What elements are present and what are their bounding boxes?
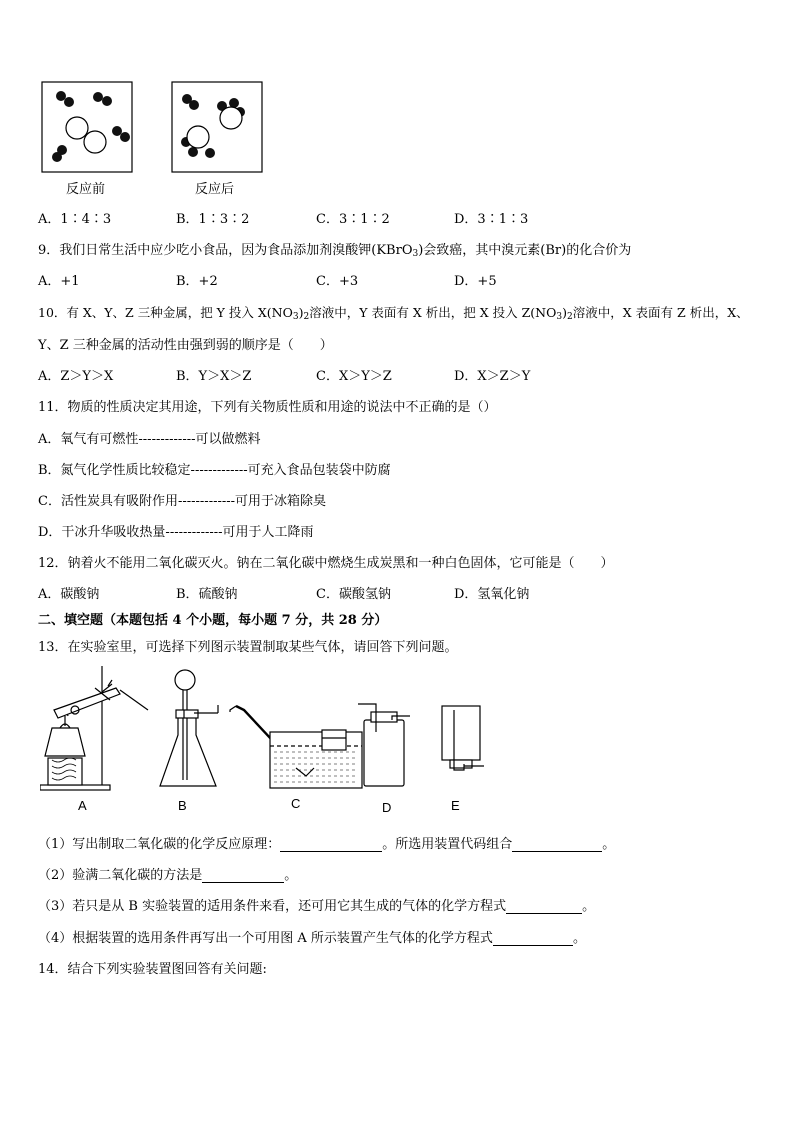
q13-part3: （3）若只是从 B 实验装置的适用条件来看，还可用它其生成的气体的化学方程式 。 — [38, 899, 596, 914]
q9-option-c: C．+3 — [316, 274, 359, 289]
q13-part2: （2）验满二氧化碳的方法是 。 — [38, 868, 298, 883]
apparatus-b — [160, 670, 218, 786]
apparatus-c — [230, 706, 362, 788]
q11-option-d: D．干冰升华吸收热量-------------可用于人工降雨 — [38, 525, 314, 540]
before-reaction-label: 反应前 — [66, 182, 106, 197]
q13-part3-blank[interactable] — [506, 899, 582, 914]
q13-stem: 13．在实验室里，可选择下列图示装置制取某些气体，请回答下列问题。 — [38, 640, 458, 655]
q13-part4-blank[interactable] — [493, 931, 573, 946]
q12-option-a: A．碳酸钠 — [38, 587, 100, 602]
apparatus-label-c: C — [291, 796, 301, 811]
apparatus-label-d: D — [382, 800, 392, 815]
before-reaction-box — [42, 82, 132, 172]
q13-part1-blank1[interactable] — [280, 837, 382, 852]
q11-option-a: A．氧气有可燃性-------------可以做燃料 — [38, 432, 261, 447]
apparatus-label-a: A — [78, 798, 87, 813]
q11-option-c: C．活性炭具有吸附作用-------------可用于冰箱除臭 — [38, 494, 327, 509]
q10-option-a: A．Z＞Y＞X — [38, 369, 114, 384]
q10-option-c: C．X＞Y＞Z — [316, 369, 392, 384]
q11-option-b: B．氮气化学性质比较稳定-------------可充入食品包装袋中防腐 — [38, 463, 391, 478]
q13-part2-blank[interactable] — [202, 868, 284, 883]
q9-option-a: A．+1 — [38, 274, 80, 289]
q8-option-d: D．3∶1∶3 — [454, 212, 529, 227]
q9-option-d: D．+5 — [454, 274, 497, 289]
q8-option-a: A．1∶4∶3 — [38, 212, 112, 227]
q9-option-b: B．+2 — [176, 274, 218, 289]
apparatus-e — [442, 706, 484, 770]
q12-option-b: B．硫酸钠 — [176, 587, 238, 602]
q10-stem-line2: Y、Z 三种金属的活动性由强到弱的顺序是（ ） — [38, 338, 333, 353]
lab-apparatus-figure — [40, 660, 500, 820]
q12-option-d: D．氢氧化钠 — [454, 587, 530, 602]
q8-option-c: C．3∶1∶2 — [316, 212, 390, 227]
section-2-title: 二、填空题（本题包括 4 个小题，每小题 7 分，共 28 分） — [38, 613, 388, 628]
after-reaction-label: 反应后 — [195, 182, 235, 197]
q11-stem: 11．物质的性质决定其用途，下列有关物质性质和用途的说法中不正确的是（） — [38, 400, 497, 415]
apparatus-a — [40, 666, 148, 790]
q12-option-c: C．碳酸氢钠 — [316, 587, 391, 602]
q10-option-b: B．Y＞X＞Z — [176, 369, 252, 384]
q8-option-b: B．1∶3∶2 — [176, 212, 250, 227]
after-reaction-box — [172, 82, 262, 172]
apparatus-d — [358, 704, 410, 786]
q12-stem: 12．钠着火不能用二氧化碳灭火。钠在二氧化碳中燃烧生成炭黑和一种白色固体，它可能是（ ） — [38, 556, 614, 571]
q10-stem-line1: 10．有 X、Y、Z 三种金属，把 Y 投入 $X(NO_3)_2$溶液中，Y 表面有 X 析出，把 X 投入 $Z(NO_3)_2$溶液中，X 表面有 Z 析出，X、 — [38, 305, 749, 322]
q13-part1: （1）写出制取二氧化碳的化学反应原理： 。所选用装置代码组合 。 — [38, 837, 616, 852]
q13-part1-blank2[interactable] — [512, 837, 602, 852]
q9-stem: 9．我们日常生活中应少吃小食品，因为食品添加剂溴酸钾(KBrO$_3$)会致癌，其中溴元素(Br)的化合价为 — [38, 243, 632, 259]
apparatus-label-e: E — [451, 798, 460, 813]
apparatus-label-b: B — [178, 798, 187, 813]
q10-option-d: D．X＞Z＞Y — [454, 369, 531, 384]
q13-part4: （4）根据装置的选用条件再写出一个可用图 A 所示装置产生气体的化学方程式 。 — [38, 931, 586, 946]
q14-stem: 14．结合下列实验装置图回答有关问题: — [38, 962, 267, 977]
